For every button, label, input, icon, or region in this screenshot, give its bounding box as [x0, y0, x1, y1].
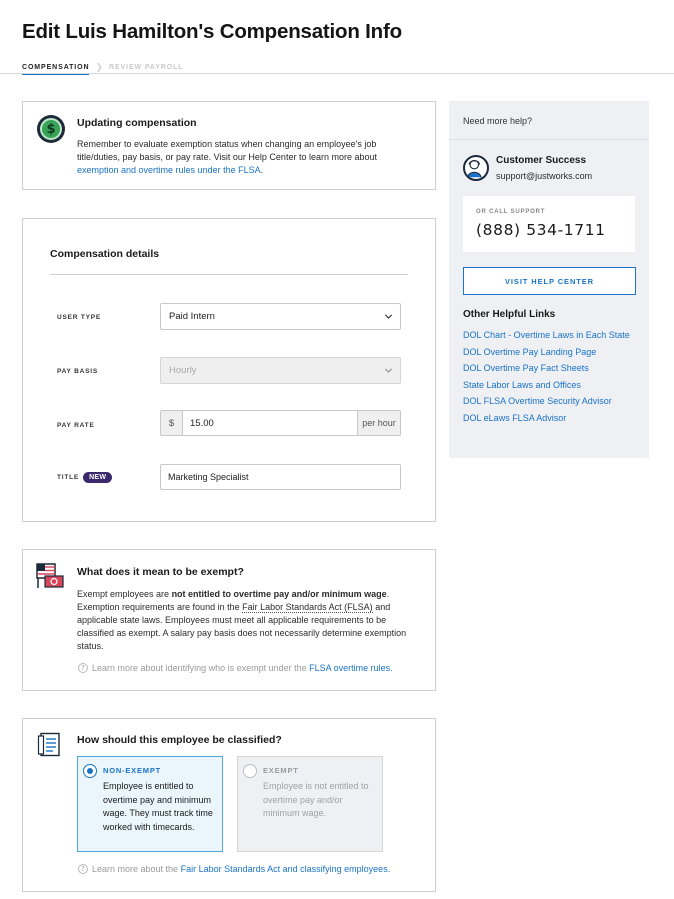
non-exempt-radio[interactable] [83, 764, 97, 778]
new-badge: NEW [83, 472, 112, 483]
classification-footer-note: ? Learn more about the Fair Labor Standards Act and classifying employees. [78, 864, 390, 874]
pay-rate-input[interactable] [183, 411, 357, 435]
visit-help-center-button[interactable]: VISIT HELP CENTER [463, 267, 636, 295]
helpful-link[interactable]: DOL Overtime Pay Fact Sheets [463, 363, 589, 373]
exempt-label: EXEMPT [263, 766, 299, 775]
chevron-down-icon [384, 312, 393, 321]
support-email[interactable]: support@justworks.com [496, 171, 593, 181]
step-tabs [22, 61, 183, 73]
notice-title: Updating compensation [77, 117, 197, 129]
page-title: Edit Luis Hamilton's Compensation Info [22, 20, 402, 43]
non-exempt-option[interactable] [77, 756, 223, 852]
pay-basis-value: Hourly [169, 365, 197, 376]
tabs-divider [0, 73, 674, 74]
exempt-footer-note: ? Learn more about identifying who is exempt under the FLSA overtime rules. [78, 663, 393, 673]
updating-compensation-notice [22, 101, 436, 190]
notice-body: Remember to evaluate exemption status when changing an employee's job title/duties, pay basis, or pay rate. Visit our Help Center to learn more about exemption and overtime rules under the FLSA. [77, 139, 377, 175]
pay-rate-label: PAY RATE [57, 422, 95, 429]
compensation-heading: Compensation details [50, 248, 160, 260]
exempt-description: Employee is not entitled to overtime pay and/or minimum wage. [263, 781, 369, 818]
question-icon: ? [78, 864, 88, 874]
helpful-link[interactable]: State Labor Laws and Offices [463, 379, 581, 390]
user-type-label: USER TYPE [57, 314, 102, 321]
chevron-right-icon: ❯ [95, 61, 103, 72]
exempt-body: Exempt employees are not entitled to overtime pay and/or minimum wage. Exemption requirements are found in the Fair Labor Standards Act (FLSA) and applicable state laws. Employees must meet all applicable requirements to be classified as exempt. A salary pay basis does not necessarily determine exemption status. [77, 589, 407, 651]
helpful-link[interactable]: DOL eLaws FLSA Advisor [463, 412, 567, 423]
pay-rate-field [160, 410, 401, 436]
helpful-links-title: Other Helpful Links [463, 309, 556, 320]
question-icon: ? [78, 663, 88, 673]
tab-review-payroll[interactable]: REVIEW PAYROLL [109, 63, 184, 71]
classification-title: How should this employee be classified? [77, 734, 282, 746]
pay-basis-label: PAY BASIS [57, 368, 99, 375]
customer-success-name: Customer Success [496, 155, 587, 166]
exempt-option[interactable] [237, 756, 383, 852]
non-exempt-description: Employee is entitled to overtime pay and minimum wage. They must track time worked with timecards. [103, 781, 213, 832]
exempt-radio[interactable] [243, 764, 257, 778]
document-list-icon [37, 732, 63, 758]
currency-prefix: $ [161, 411, 183, 435]
flsa-overtime-rules-link[interactable]: FLSA overtime rules. [309, 663, 393, 673]
help-header: Need more help? [463, 116, 533, 126]
non-exempt-label: NON-EXEMPT [103, 766, 162, 775]
flag-money-icon [36, 563, 64, 589]
support-phone: (888) 534-1711 [476, 221, 606, 239]
chevron-down-icon [384, 366, 393, 375]
help-divider [449, 139, 649, 140]
tab-compensation[interactable]: COMPENSATION [22, 63, 90, 71]
user-type-value: Paid Intern [169, 311, 215, 322]
flsa-term: Fair Labor Standards Act (FLSA) [242, 602, 373, 612]
job-title-input[interactable] [160, 464, 401, 490]
helpful-link[interactable]: DOL Overtime Pay Landing Page [463, 346, 597, 357]
exempt-emphasis: not entitled to overtime pay and/or minimum wage [171, 589, 387, 599]
flsa-classifying-link[interactable]: Fair Labor Standards Act and classifying employees. [180, 864, 391, 874]
notice-text: Remember to evaluate exemption status when changing an employee's job title/duties, pay basis, or pay rate. Visit our Help Center to learn more about [77, 139, 377, 162]
rate-unit-suffix: per hour [357, 411, 400, 435]
user-type-select[interactable] [160, 303, 401, 330]
call-support-box [463, 196, 635, 252]
section-divider [50, 274, 408, 275]
exempt-title: What does it mean to be exempt? [77, 566, 244, 578]
pay-basis-select [160, 357, 401, 384]
helpful-link[interactable]: DOL FLSA Overtime Security Advisor [463, 396, 612, 406]
classification-card [22, 718, 436, 892]
help-sidebar [449, 101, 649, 458]
compensation-details-card [22, 218, 436, 522]
title-label: TITLE NEW [57, 472, 112, 483]
helpful-link[interactable]: DOL Chart - Overtime Laws in Each State [463, 330, 630, 340]
flsa-exemption-link[interactable]: exemption and overtime rules under the FLSA [77, 165, 261, 175]
call-support-label: OR CALL SUPPORT [476, 209, 546, 215]
exempt-info-card [22, 549, 436, 691]
dollar-coin-icon: $ [37, 115, 65, 143]
helpful-links-list [463, 327, 633, 426]
headset-agent-icon [463, 155, 489, 181]
